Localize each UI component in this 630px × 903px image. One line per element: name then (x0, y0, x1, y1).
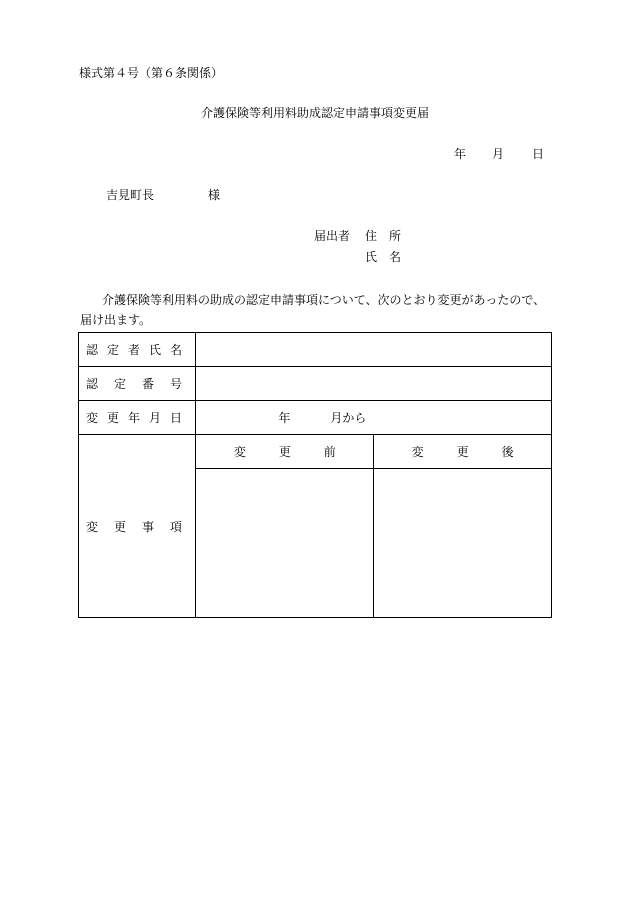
header-char: 後 (501, 445, 514, 459)
addressee-honorific: 様 (208, 188, 221, 202)
label-char: 氏 (148, 343, 161, 357)
form-title: 介護保険等利用料助成認定申請事項変更届 (200, 106, 429, 120)
body-text (80, 290, 560, 330)
change-year-label: 年 (278, 411, 291, 425)
certified-name-field[interactable] (196, 333, 552, 367)
label-char: 変 (86, 519, 99, 534)
change-month-from-label: 月から (330, 411, 367, 425)
addressee (106, 188, 220, 202)
applicant-label: 届出者 (314, 229, 351, 243)
certified-number-label (79, 367, 196, 401)
name-label-char: 名 (389, 250, 402, 264)
certified-number-field[interactable] (196, 367, 552, 401)
table-row (79, 333, 552, 367)
label-char: 号 (169, 377, 182, 391)
addressee-name: 吉見町長 (106, 188, 155, 202)
name-label-char: 氏 (365, 250, 378, 264)
after-change-field[interactable] (374, 469, 552, 618)
change-items-label (79, 435, 196, 618)
applicant-address-line (314, 229, 401, 243)
table-row (79, 435, 552, 469)
body-line-2: 届け出ます。 (80, 313, 152, 327)
table-row (79, 401, 552, 435)
label-char: 日 (169, 411, 182, 425)
label-char: 項 (169, 519, 182, 534)
label-char: 事 (141, 519, 154, 534)
header-char: 変 (233, 445, 246, 459)
label-char: 更 (113, 519, 126, 534)
certified-name-label (79, 333, 196, 367)
change-date-field[interactable] (196, 401, 552, 435)
header-char: 変 (411, 445, 424, 459)
date-year-label: 年 (454, 147, 467, 161)
body-line-1: 介護保険等利用料の助成の認定申請事項について、次のとおり変更があったので、 (102, 293, 546, 307)
date-line (454, 147, 544, 161)
label-char: 月 (148, 411, 161, 425)
label-char: 変 (86, 411, 99, 425)
applicant-name-line (365, 250, 401, 264)
label-char: 年 (127, 411, 140, 425)
label-char: 認 (86, 377, 99, 391)
label-char: 認 (86, 343, 99, 357)
date-day-label: 日 (532, 147, 545, 161)
change-date-label (79, 401, 196, 435)
after-change-header (374, 435, 552, 469)
before-change-header (196, 435, 374, 469)
form-number: 様式第４号（第６条関係） (79, 66, 224, 80)
header-char: 更 (278, 445, 291, 459)
label-char: 名 (169, 343, 182, 357)
before-change-field[interactable] (196, 469, 374, 618)
address-label-char: 所 (389, 229, 402, 243)
header-char: 更 (456, 445, 469, 459)
label-char: 者 (127, 343, 140, 357)
change-form-table (78, 332, 552, 618)
table-row (79, 367, 552, 401)
label-char: 更 (106, 411, 119, 425)
header-char: 前 (323, 445, 336, 459)
label-char: 定 (113, 377, 126, 391)
date-month-label: 月 (492, 147, 505, 161)
label-char: 番 (141, 377, 154, 391)
address-label-char: 住 (365, 229, 378, 243)
label-char: 定 (106, 343, 119, 357)
